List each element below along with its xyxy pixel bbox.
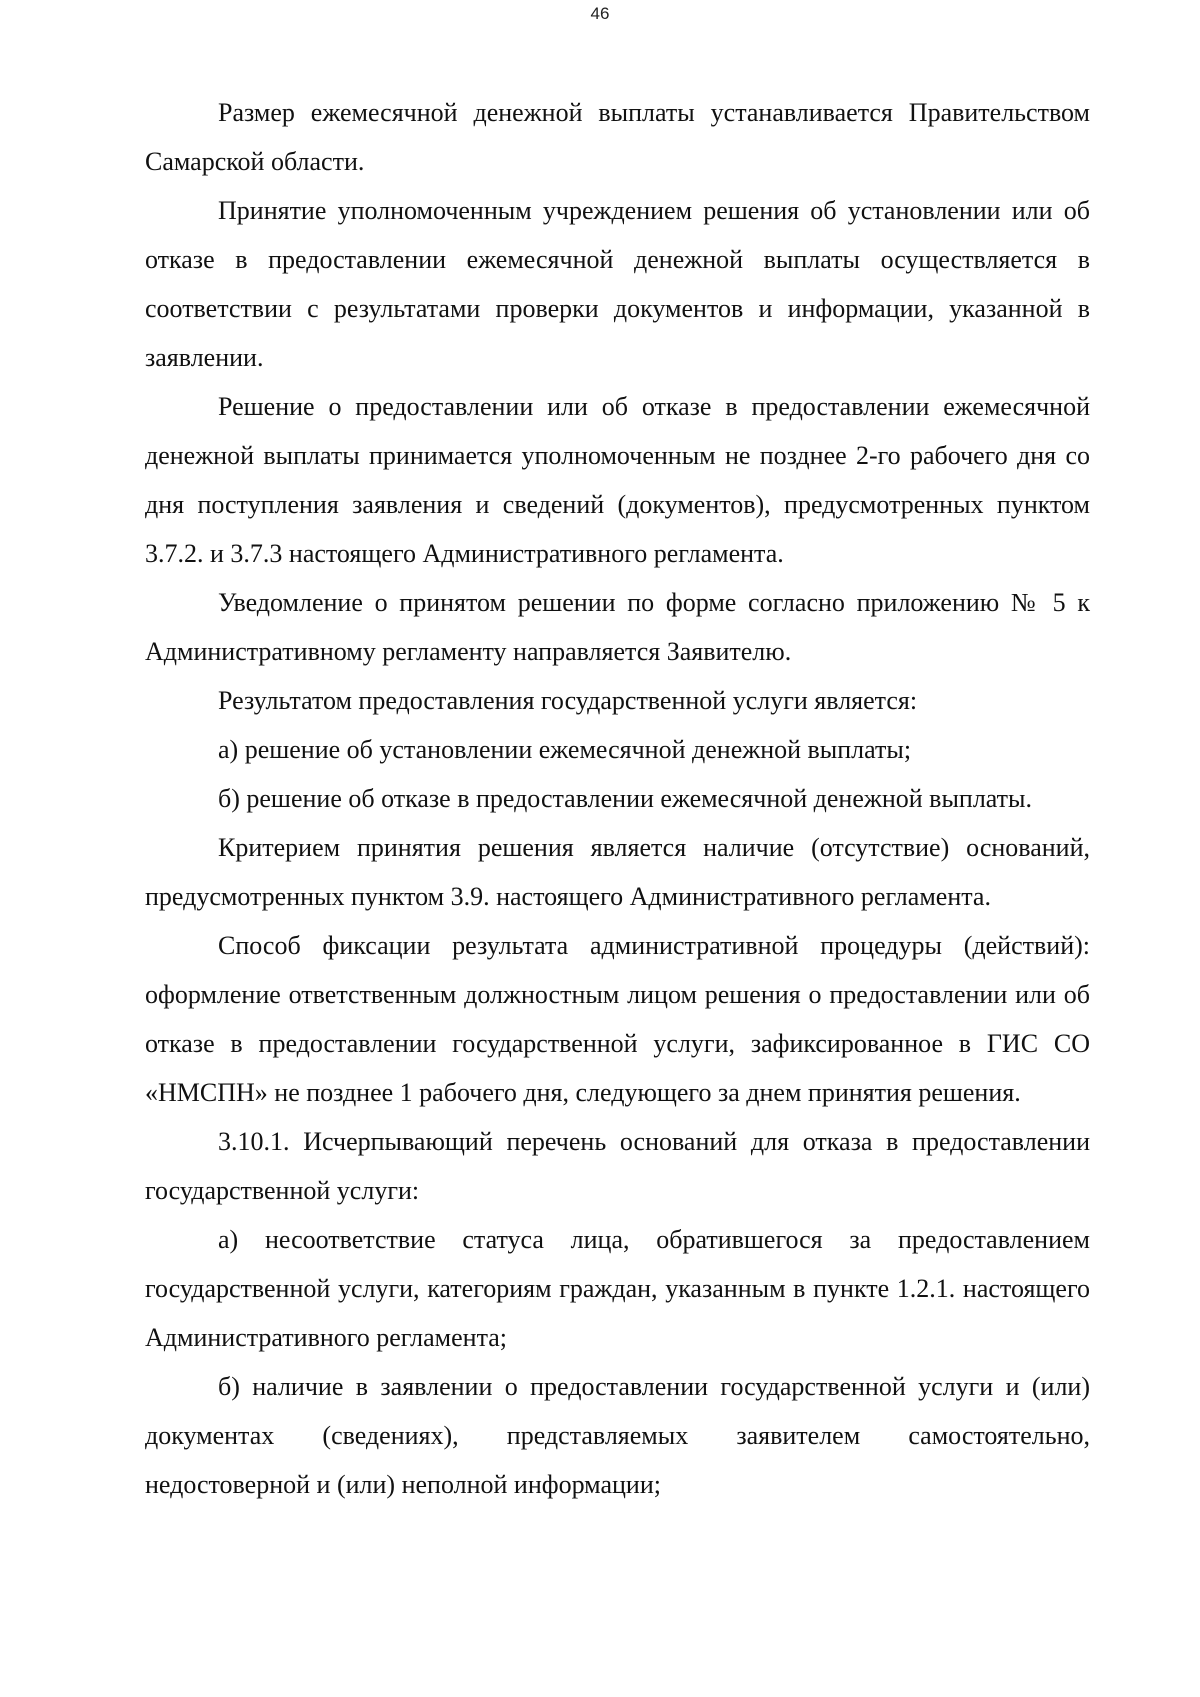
paragraph-payment-amount: Размер ежемесячной денежной выплаты устанавливается Правительством Самарской области. — [145, 98, 1090, 176]
list-item-result-b: б) решение об отказе в предоставлении ежемесячной денежной выплаты. — [218, 784, 1032, 813]
paragraph-decision-deadline: Решение о предоставлении или об отказе в предоставлении ежемесячной денежной выплаты принимается уполномоченным не позднее 2-го рабочего дня со дня поступления заявления и сведений (документов), предусмотренных пунктом 3.7.2. и 3.7.3 настоящего Административного регламента. — [145, 392, 1090, 568]
page-number: 46 — [590, 4, 610, 23]
paragraph-result-intro: Результатом предоставления государственной услуги является: — [218, 686, 918, 715]
section-heading-3-10-1: 3.10.1. Исчерпывающий перечень оснований для отказа в предоставлении государственной услуги: — [145, 1127, 1090, 1205]
paragraph-notification: Уведомление о принятом решении по форме согласно приложению № 5 к Административному регламенту направляется Заявителю. — [145, 588, 1090, 666]
list-item-refusal-b: б) наличие в заявлении о предоставлении государственной услуги и (или) документах (сведениях), представляемых заявителем самостоятельно, недостоверной и (или) неполной информации; — [145, 1372, 1090, 1499]
list-item-result-a: а) решение об установлении ежемесячной денежной выплаты; — [218, 735, 912, 764]
paragraph-fixation-method: Способ фиксации результата административной процедуры (действий): оформление ответственным должностным лицом решения о предоставлении или об отказе в предоставлении государственной услуги, зафиксированное в ГИС СО «НМСПН» не позднее 1 рабочего дня, следующего за днем принятия решения. — [145, 931, 1090, 1107]
list-item-refusal-a: а) несоответствие статуса лица, обратившегося за предоставлением государственной услуги, категориям граждан, указанным в пункте 1.2.1. настоящего Административного регламента; — [145, 1225, 1090, 1352]
document-body — [145, 88, 1090, 1509]
paragraph-decision-basis: Принятие уполномоченным учреждением решения об установлении или об отказе в предоставлении ежемесячной денежной выплаты осуществляется в соответствии с результатами проверки документов и информации, указанной в заявлении. — [145, 196, 1090, 372]
paragraph-decision-criterion: Критерием принятия решения является наличие (отсутствие) оснований, предусмотренных пунктом 3.9. настоящего Административного регламента. — [145, 833, 1090, 911]
